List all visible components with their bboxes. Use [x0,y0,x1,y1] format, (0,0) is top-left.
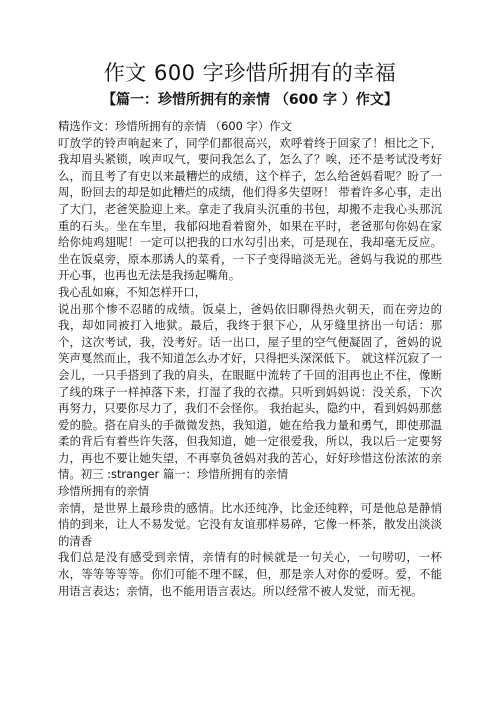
paragraph-section-heading: 珍惜所拥有的亲情 [58,484,150,499]
paragraph-story-part-3: 说出那个惨不忍睹的成绩。饭桌上，爸妈依旧聊得热火朝天，而在旁边的我，却如同被打入地狱。最后，我终于狠下心，从牙缝里挤出一句话：那个，这次考试，我，没考好。话一出口，屋子里的空气便凝固了，爸妈的说笑声戛然而止，我不知道怎么办才好，只得把头深深低下。 就这样沉寂了一会儿，一只手搭到了我的肩头，在眼眶中流转了千回的泪再也止不住，像断了线的珠子一样掉落下来，打湿了我的衣襟。只听到妈妈说：没关系，下次再努力，只要你尽力了，我们不会怪你。 我抬起头，隐约中，看到妈妈那慈爱的脸。搭在肩头的手微微发热，我知道，她在给我力量和勇气，即使那温柔的背后有着些许失落，但我知道，她一定很爱我，所以，我以后一定要努力，再也不要让她失望，不再辜负爸妈对我的苦心，好好珍惜这份浓浓的亲情。初三 :stranger 篇一：珍惜所拥有的亲情 [58,301,442,482]
paragraph-essay-part-1: 亲情，是世界上最珍贵的感情。比水还纯净，比金还纯粹，可是他总是静悄悄的到来，让人不易发觉。它没有友谊那样易碎，它像一杯茶，散发出淡淡的清香 [58,500,442,548]
paragraph-story-part-2: 我心乱如麻，不知怎样开口， [58,284,207,299]
paragraph-essay-part-2: 我们总是没有感受到亲情，亲情有的时候就是一句关心，一句唠叨，一杯水，等等等等等。你们可能不理不睬，但，那是亲人对你的爱呀。爱，不能用语言表达；亲情，也不能用语言表达。所以经常不被人发觉，而无视。 [58,550,442,598]
document-title: 作文 600 字珍惜所拥有的幸福 [103,61,397,85]
document-subtitle: 【篇一：珍惜所拥有的亲情 （600 字 ）作文】 [102,92,398,108]
paragraph-story-part-1: 叮放学的铃声响起来了，同学们都很高兴，欢呼着终于回家了！相比之下，我却眉头紧锁，唉声叹气，要问我怎么了，怎么了？唉，还不是考试没考好么，而且考了有史以来最糟烂的成绩，这个样子，怎么给爸妈看呢？盼了一周，盼回去的却是如此糟烂的成绩，他们得多失望呀！ 带着许多心事，走出了大门，老爸笑脸迎上来。拿走了我肩头沉重的书包，却搬不走我心头那沉重的石头。坐在车里，我郁闷地看着窗外，如果在平时，老爸那句你妈在家给你炖鸡翅呢！一定可以把我的口水勾引出来，可是现在，我却毫无反应。 坐在饭桌旁，原本那诱人的菜肴，一下子变得暗淡无光。爸妈与我说的那些开心事，也再也无法是我扬起嘴角。 [58,135,442,283]
paragraph-intro: 精选作文：珍惜所拥有的亲情 （600 字）作文 [58,119,293,133]
document-body [58,118,442,599]
